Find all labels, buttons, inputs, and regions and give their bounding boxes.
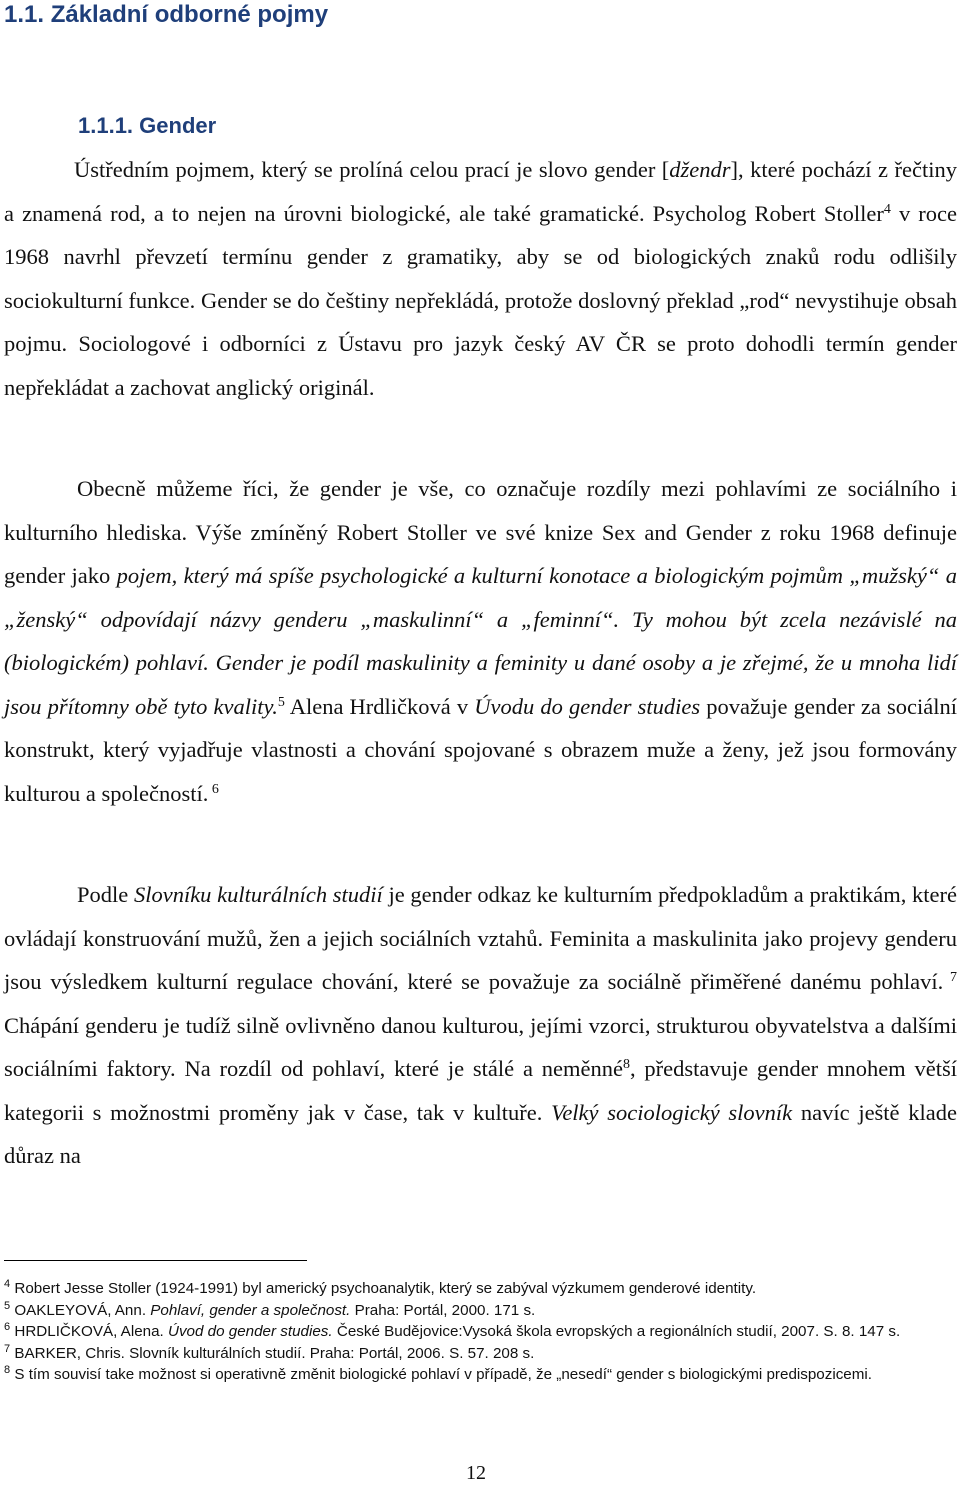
text-run: Chápání genderu je tudíž silně ovlivněno danou kulturou, jejími vzorci, strukturou obyvatelstva a dalšími sociálními faktory. Na rozdíl od pohlaví, které je stálé a neměnné <box>4 1012 957 1081</box>
paragraph-1 <box>4 148 957 409</box>
footnote-separator <box>4 1260 307 1261</box>
footnote-number: 4 <box>4 1278 11 1290</box>
text-run: navíc ještě klade důraz na <box>4 1099 957 1168</box>
paragraph-2 <box>4 467 957 815</box>
text-run: Ústředním pojmem, který se prolíná celou prací je slovo gender [ <box>74 157 670 182</box>
footnote-6 <box>4 1321 958 1343</box>
footnotes <box>4 1278 958 1386</box>
footnote-ref[interactable]: 7 <box>943 970 957 985</box>
footnote-text: Robert Jesse Stoller (1924-1991) byl americký psychoanalytik, který se zabýval výzkumem genderové identity. <box>10 1280 757 1297</box>
text-run: , představuje gender mnohem větší kategorii s možnostmi proměny jak v čase, tak v kultuře. <box>4 1056 957 1125</box>
footnote-text: OAKLEYOVÁ, Ann. <box>10 1301 151 1319</box>
text-run: Podle <box>77 882 134 907</box>
footnote-7 <box>4 1343 958 1365</box>
text-run: Alena Hrdličková v <box>284 693 475 719</box>
text-run: ], které pochází z řečtiny a znamená rod, a to nejen na úrovni biologické, ale také gramatické. Psycholog Robert Stoller <box>4 157 957 226</box>
text-run: je gender odkaz ke kulturním předpokladům a praktikám, které ovládají konstruování mužů, žen a jejich sociálních vztahů. Feminita a maskulinita jako projevy genderu jsou výsledkem kulturní regulace chování, které se považuje za sociálně přiměřené danému pohlaví. <box>4 882 957 994</box>
footnote-number: 8 <box>4 1364 11 1376</box>
footnote-number: 5 <box>4 1299 11 1312</box>
italic-run: Slovníku kulturálních studií <box>133 882 383 907</box>
footnote-number: 7 <box>4 1342 11 1355</box>
footnote-text: S tím souvisí take možnost si operativně změnit biologické pohlaví v případě, že „nesedí“ gender s biologickými predispozicemi. <box>10 1366 873 1383</box>
footnote-ref[interactable]: 5 <box>277 694 285 710</box>
footnote-number: 6 <box>4 1321 11 1333</box>
page-number: 12 <box>466 1462 486 1484</box>
footnote-8 <box>4 1364 958 1386</box>
footnote-text: BARKER, Chris. Slovník kulturálních studií. Praha: Portál, 2006. S. 57. 208 s. <box>10 1344 535 1362</box>
paragraph-3 <box>4 873 957 1178</box>
italic-run: džendr <box>669 157 731 182</box>
section-heading: 1.1. Základní odborné pojmy <box>4 1 329 28</box>
footnote-4 <box>4 1278 958 1300</box>
footnote-text: HRDLIČKOVÁ, Alena. <box>10 1323 168 1340</box>
footnote-text: České Budějovice:Vysoká škola evropských a regionálních studií, 2007. S. 8. 147 s. <box>332 1323 901 1340</box>
footnote-ref[interactable]: 6 <box>208 781 219 797</box>
footnote-ref[interactable]: 8 <box>622 1057 630 1072</box>
footnote-text: Praha: Portál, 2000. 171 s. <box>350 1301 536 1319</box>
footnote-5 <box>4 1300 958 1322</box>
italic-run: Úvodu do gender studies <box>474 693 701 719</box>
footnote-title: Úvod do gender studies. <box>167 1323 333 1340</box>
footnote-ref[interactable]: 4 <box>883 201 891 217</box>
subsection-heading: 1.1.1. Gender <box>78 113 217 138</box>
text-run: v roce 1968 navrhl převzetí termínu gender z gramatiky, aby se od biologických znaků rodu odlišily sociokulturní funkce. Gender se do češtiny nepřekládá, protože doslovný překlad „rod“ nevystihuje obsah pojmu. Sociologové i odborníci z Ústavu pro jazyk český AV ČR se proto dohodli termín gender nepřekládat a zachovat anglický originál. <box>4 200 958 400</box>
footnote-title: Pohlaví, gender a společnost. <box>150 1301 351 1319</box>
italic-run: pojem, který má spíše psychologické a kulturní konotace a biologickým pojmům „mužský“ a „ženský“ odpovídají názvy genderu „maskulinní“ a „feminní“. Ty mohou být zcela nezávislé na (biologickém) pohlaví. Gender je podíl maskulinity a feminity u dané osoby a je zřejmé, že u mnoha lidí jsou přítomny obě tyto kvality. <box>4 563 957 719</box>
text-run: považuje gender za sociální konstrukt, který vyjadřuje vlastnosti a chování spojované s obrazem muže a ženy, jež jsou formovány kulturou a společností. <box>4 693 958 806</box>
text-run: Obecně můžeme říci, že gender je vše, co označuje rozdíly mezi pohlavími ze sociálního i kulturního hlediska. Výše zmíněný Robert Stoller ve své knize Sex and Gender z roku 1968 definuje gender jako <box>4 476 957 588</box>
italic-run: Velký sociologický slovník <box>551 1099 793 1125</box>
